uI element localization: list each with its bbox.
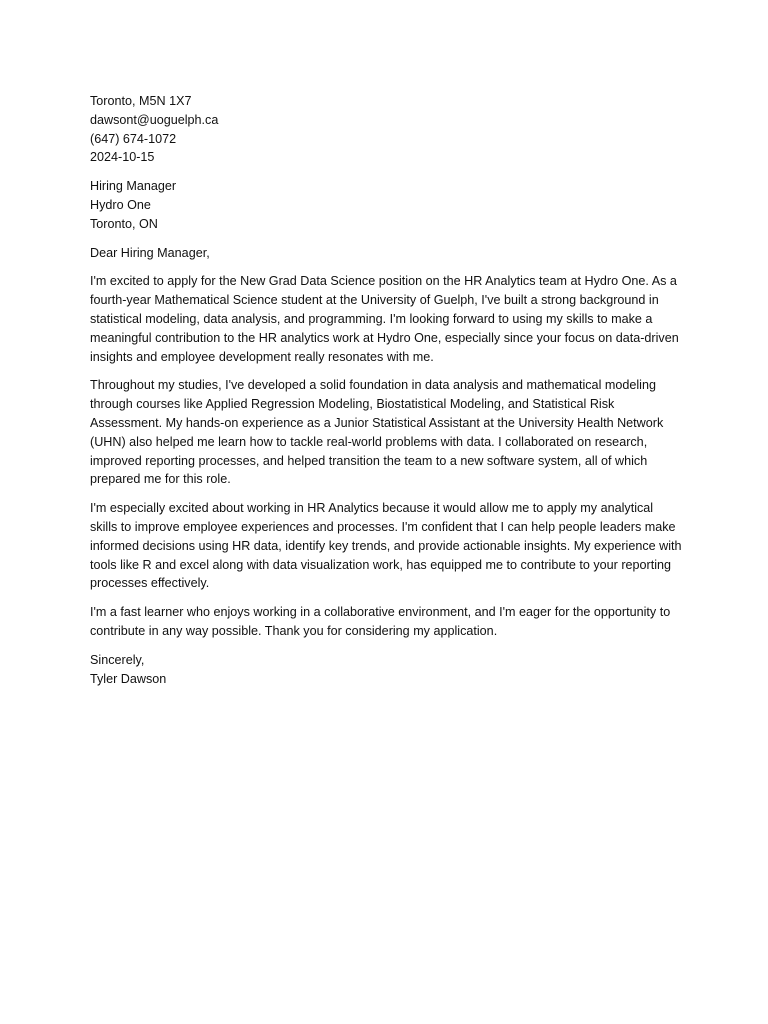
salutation: Dear Hiring Manager, <box>90 245 210 260</box>
cover-letter <box>90 92 682 698</box>
body-paragraph-1: I'm excited to apply for the New Grad Data Science position on the HR Analytics team at Hydro One. As a fourth-year Mathematical Science student at the University of Guelph, I've built a strong background in statistical modeling, data analysis, and programming. I'm looking forward to using my skills to make a meaningful contribution to the HR analytics work at Hydro One, especially since your focus on data-driven insights and employee development really resonates with me. <box>90 274 679 364</box>
recipient-title: Hiring Manager <box>90 179 177 194</box>
body-paragraph-2: Throughout my studies, I've developed a solid foundation in data analysis and mathematical modeling through courses like Applied Regression Modeling, Biostatistical Modeling, and Statistical Risk Assessment. My hands-on experience as a Junior Statistical Assistant at the University Health Network (UHN) also helped me learn how to tackle real-world problems with data. I collaborated on research, improved reporting processes, and helped transition the team to a new software system, all of which prepared me for this role. <box>90 378 664 487</box>
signoff-block <box>90 651 682 689</box>
sender-email: dawsont@uoguelph.ca <box>90 112 219 127</box>
recipient-company: Hydro One <box>90 197 151 212</box>
closing: Sincerely, <box>90 652 145 667</box>
sender-phone: (647) 674-1072 <box>90 131 177 146</box>
recipient-city: Toronto, ON <box>90 216 158 231</box>
sender-city-postal: Toronto, M5N 1X7 <box>90 94 192 108</box>
letter-date: 2024-10-15 <box>90 150 155 165</box>
recipient-block <box>90 177 682 233</box>
body-paragraph-3: I'm especially excited about working in HR Analytics because it would allow me to apply my analytical skills to improve employee experiences and processes. I'm confident that I can help people leaders make informed decisions using HR data, identify key trends, and provide actionable insights. My experience with tools like R and excel along with data visualization work, has equipped me to contribute to your reporting processes effectively. <box>90 501 682 591</box>
sender-block <box>90 92 682 167</box>
signature-name: Tyler Dawson <box>90 671 167 686</box>
body-paragraph-4: I'm a fast learner who enjoys working in a collaborative environment, and I'm eager for the opportunity to contribute in any way possible. Thank you for considering my application. <box>90 605 671 638</box>
